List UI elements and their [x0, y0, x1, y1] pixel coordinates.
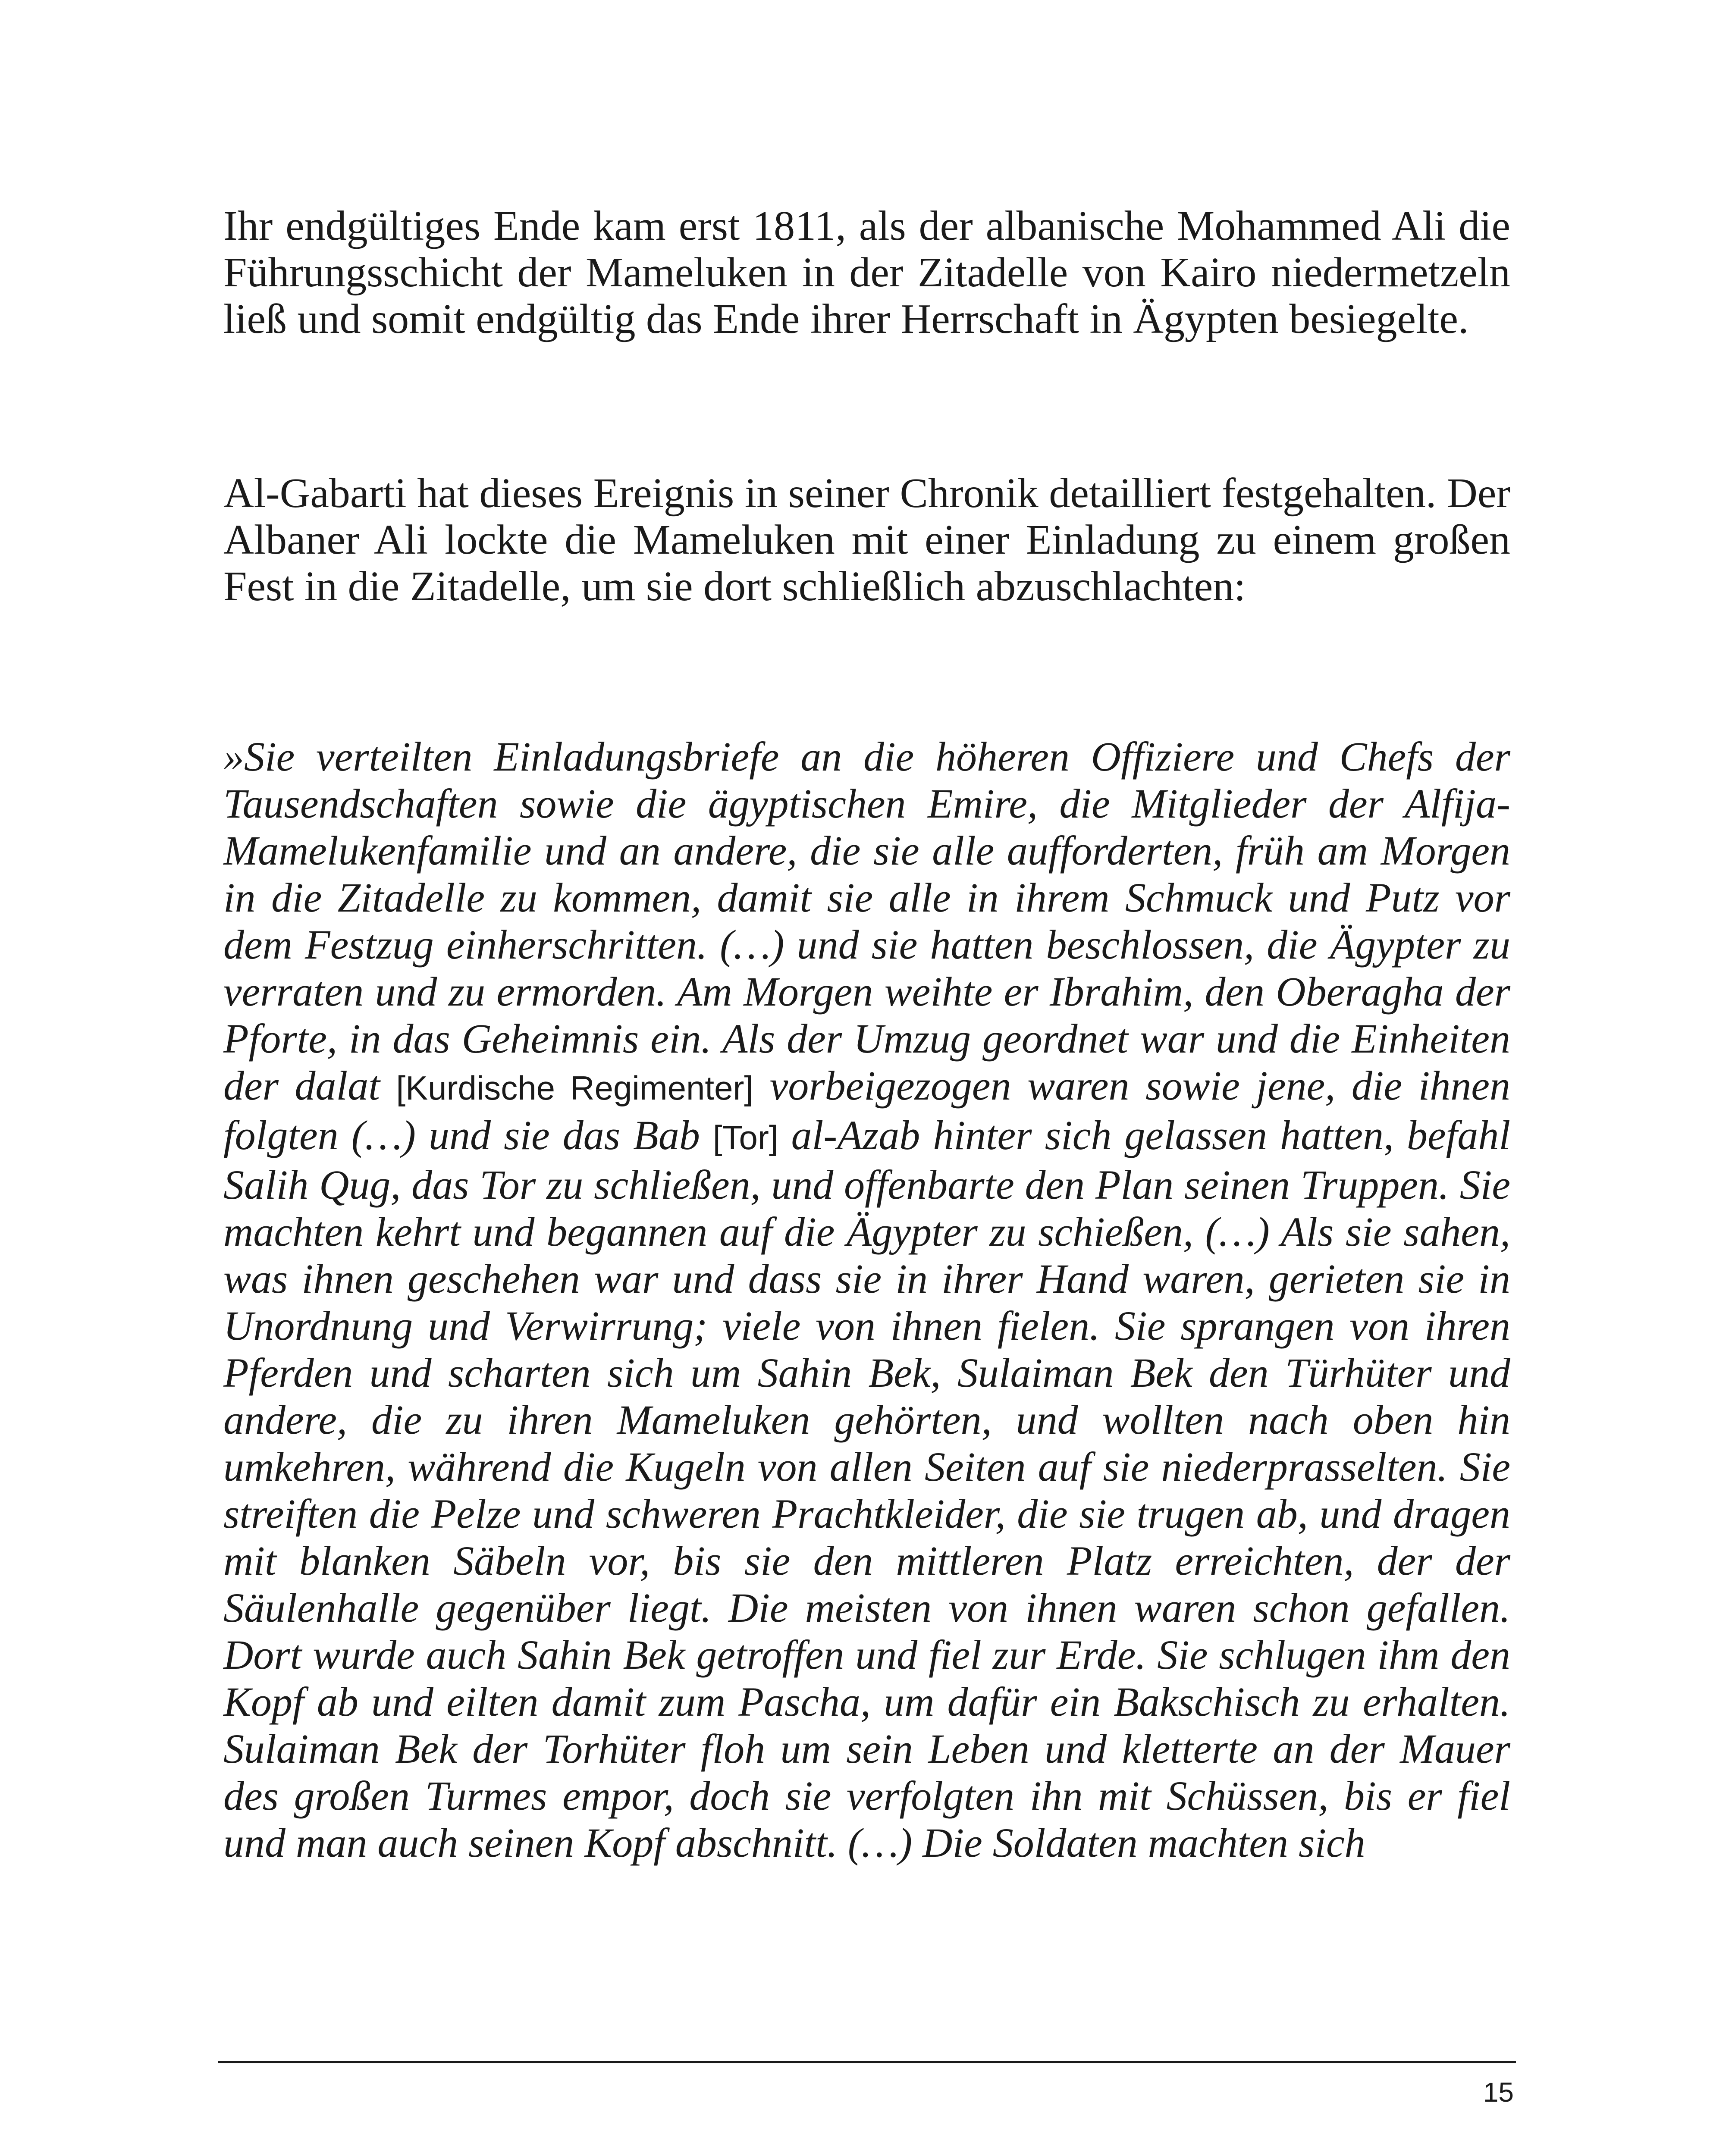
chronicle-quote — [223, 733, 1510, 1866]
quote-text-part-3: al-Azab hinter sich gelassen hatten, befahl Salih Qug, das Tor zu schließen, und offenbarte den Plan seinen Truppen. Sie machten kehrt und begannen auf die Ägypter zu schießen, (…) Als sie sahen, was ihnen geschehen war und dass sie in ihrer Hand waren, gerieten sie in Unordnung und Verwirrung; viele von ihnen fielen. Sie sprangen von ihren Pferden und scharten sich um Sahin Bek, Sulaiman Bek den Türhüter und andere, die zu ihren Mameluken gehörten, und wollten nach oben hin umkehren, während die Kugeln von allen Seiten auf sie niederprasselten. Sie streiften die Pelze und schweren Prachtkleider, die sie trugen ab, und dragen mit blanken Säbeln vor, bis sie den mittleren Platz erreichten, der der Säulenhalle gegenüber liegt. Die meisten von ihnen waren schon gefallen. Dort wurde auch Sahin Bek getroffen und fiel zur Erde. Sie schlugen ihm den Kopf ab und eilten damit zum Pascha, um dafür ein Bakschisch zu erhalten. Sulaiman Bek der Torhüter floh um sein Leben und kletterte an der Mauer des großen Turmes empor, doch sie verfolgten ihn mit Schüssen, bis er fiel und man auch seinen Kopf abschnitt. (…) Die Soldaten machten sich — [223, 1112, 1510, 1866]
quote-text-part-2: vorbeigezogen waren sowie jene, die ihnen folgten (…) und sie das Bab — [223, 1062, 1510, 1158]
quote-editorial-insert-1: [Kurdische Regimenter] — [396, 1069, 754, 1107]
page-number: 15 — [1483, 2077, 1514, 2108]
quote-editorial-insert-2: [Tor] — [712, 1119, 778, 1156]
footer-divider — [218, 2061, 1516, 2063]
body-paragraph-2: Al-Gabarti hat dieses Ereignis in seiner Chronik detailliert festgehalten. Der Albaner Ali lockte die Mameluken mit einer Einladung zu einem großen Fest in die Zitadelle, um sie dort schließlich abzuschlachten: — [223, 470, 1510, 610]
quote-text-part-1: »Sie verteilten Einladungsbriefe an die höheren Offiziere und Chefs der Tausendschaften sowie die ägyptischen Emire, die Mitglieder der Alfija-Mamelukenfamilie und an andere, die sie alle aufforderten, früh am Morgen in die Zitadelle zu kommen, damit sie alle in ihrem Schmuck und Putz vor dem Festzug einherschritten. (…) und sie hatten beschlossen, die Ägypter zu verraten und zu ermorden. Am Morgen weihte er Ibrahim, den Oberagha der Pforte, in das Geheimnis ein. Als der Umzug geordnet war und die Einheiten der dalat — [223, 733, 1510, 1109]
body-paragraph-1: Ihr endgültiges Ende kam erst 1811, als der albanische Mohammed Ali die Führungsschicht der Mameluken in der Zitadelle von Kairo niedermetzeln ließ und somit endgültig das Ende ihrer Herrschaft in Ägypten besiegelte. — [223, 203, 1510, 342]
